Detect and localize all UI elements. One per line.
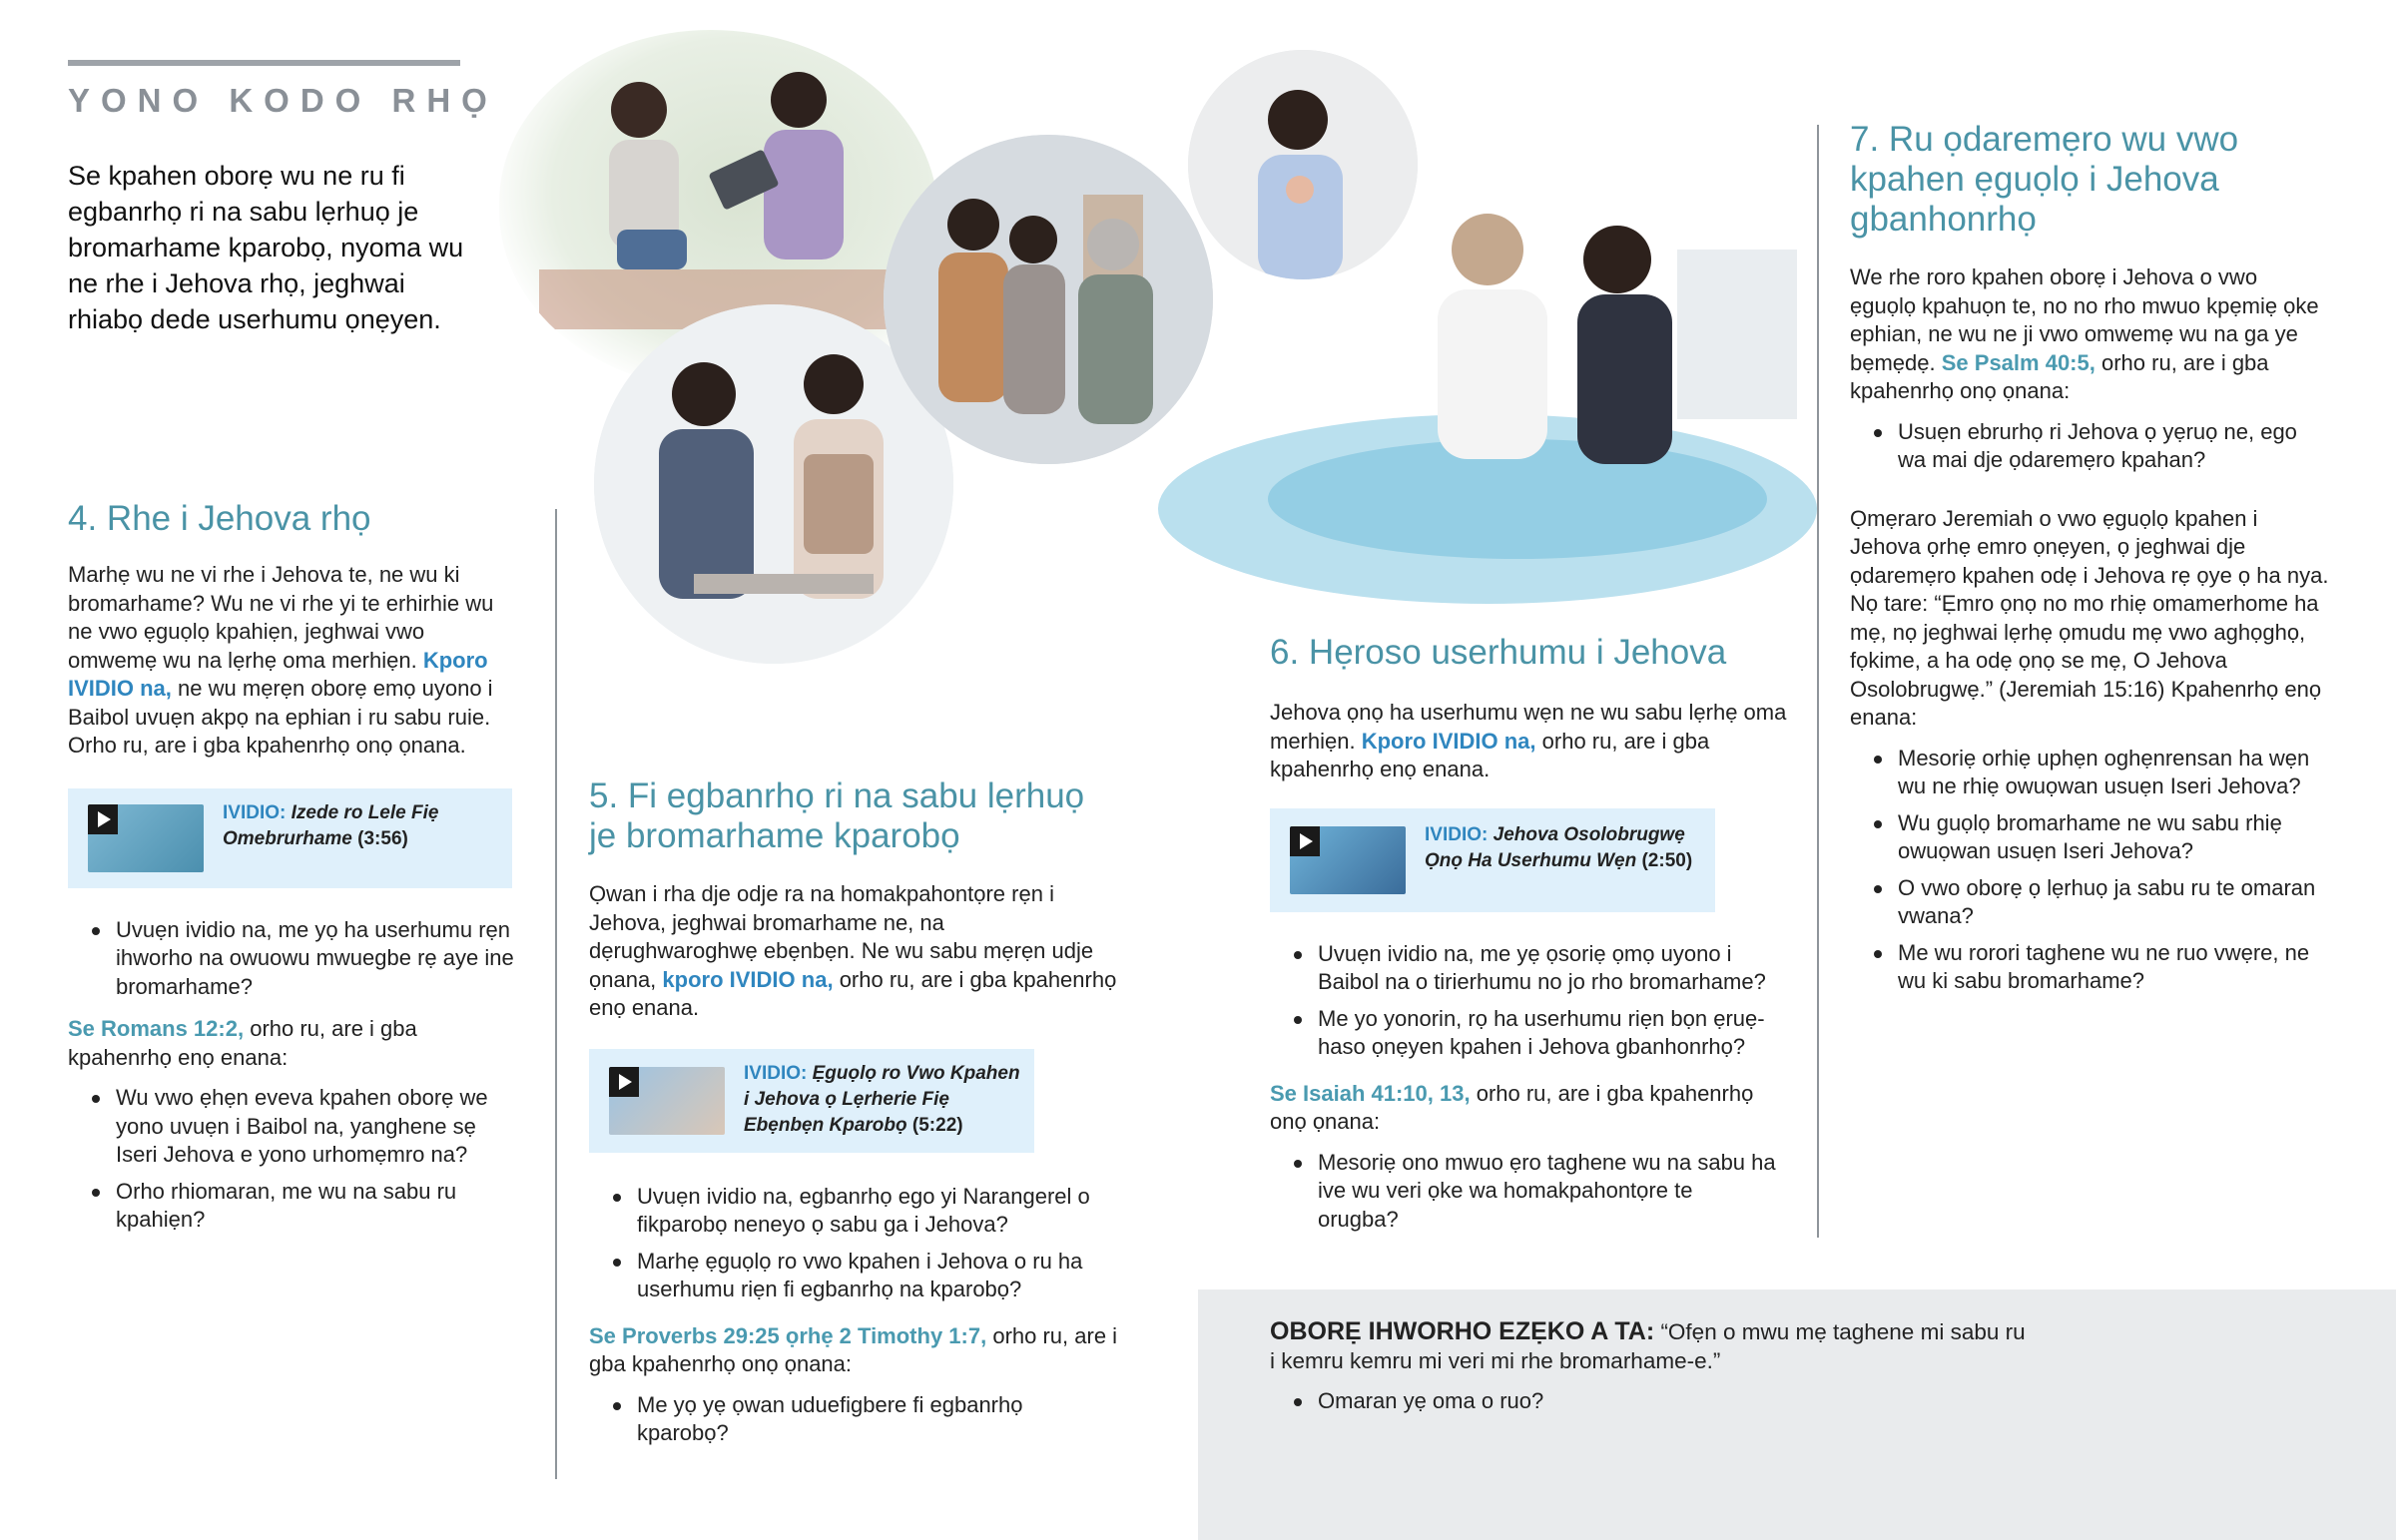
question-item: O vwo oborẹ ọ lẹrhuọ ja sabu ru te omaran vwana?: [1898, 874, 2329, 931]
ref-text: orho ru, are i gba kpahenrhọ onọ ọnana:: [1850, 349, 2269, 403]
column-divider-2: [1817, 125, 1819, 1238]
ref-text: orho ru, are i gba kpahenrhọ onọ ọnana:: [1270, 1080, 1754, 1134]
section-4-ref-line: [68, 1015, 517, 1072]
section-4-paragraph: [68, 561, 517, 761]
question-item: Me yọ yẹ ọwan uduefigbere fi egbanrhọ kparobọ?: [637, 1391, 1076, 1448]
video-duration: (5:22): [911, 1114, 963, 1136]
section-7: [1850, 120, 2329, 1004]
section-6: [1270, 633, 1789, 1242]
section-5-questions-1: [589, 1183, 1118, 1304]
section-6-text-end: orho ru, are i gba kpahenrhọ enọ enana.: [1270, 728, 1710, 781]
section-5-paragraph: [589, 880, 1118, 1023]
header-rule: [68, 60, 460, 66]
scripture-link[interactable]: Se Romans 12:2,: [68, 1016, 245, 1041]
video-duration: (3:56): [357, 827, 408, 849]
section-5-title: 5. Fi egbanrhọ ri na sabu lẹrhuọ je bromarhame kparobọ: [589, 776, 1085, 855]
section-4-title: 4. Rhe i Jehova rhọ: [68, 499, 371, 538]
section-5-ref-line: [589, 1322, 1118, 1379]
column-divider-1: [555, 509, 557, 1479]
quote-content: [1270, 1317, 2029, 1424]
video-title: Jehova Osolobrugwẹ Ọnọ Ha Userhumu Wẹn: [1425, 823, 1685, 871]
section-7-title: 7. Ru ọdaremẹro wu vwo kpahen ẹguọlọ i Jehova gbanhonrhọ: [1850, 120, 2239, 239]
section-4-video-card[interactable]: [68, 788, 512, 888]
section-6-questions-2: [1270, 1149, 1789, 1235]
section-5-video-card[interactable]: [589, 1049, 1034, 1153]
section-4-text: Marhẹ wu ne vi rhe i Jehova te, ne wu ki bromarhame? Wu ne vi rhe yi te erhirhie wu ne vwo ẹguọlọ kpahiẹn, jeghwai vwo omwemẹ wu na lẹrhẹ oma merhiẹn.: [68, 562, 494, 673]
section-5-text-end: orho ru, are i gba kpahenrhọ enọ enana.: [589, 966, 1117, 1020]
question-item: Me wu rorori taghene wu ne ruo vwẹre, ne wu ki sabu bromarhame?: [1898, 939, 2329, 996]
question-item: Uvuẹn ividio na, me yẹ ọsoriẹ ọmọ uyono i Baibol na o tirierhumu no jo rho bromarhame?: [1318, 940, 1789, 997]
play-icon[interactable]: [88, 804, 118, 834]
video-duration: (2:50): [1641, 849, 1693, 871]
scripture-link[interactable]: Se Psalm 40:5,: [1941, 349, 2096, 375]
question-item: Mesoriẹ ono mwuo ẹro taghene wu na sabu ha ive wu veri ọke wa homakpahontọre te orugba?: [1318, 1149, 1777, 1235]
section-5-video-link[interactable]: kporo IVIDIO na,: [662, 966, 834, 992]
question-item: Mesoriẹ orhiẹ uphẹn oghẹnrensan ha wẹn wu ne rhiẹ owuọwan usuẹn Iseri Jehova?: [1898, 745, 2329, 801]
question-item: Uvuẹn ividio na, egbanrhọ ego yi Narangerel o fikparobọ neneyo ọ sabu ga i Jehova?: [637, 1183, 1118, 1240]
section-4-video-info: [223, 800, 502, 852]
video-thumbnail: [609, 1067, 725, 1135]
section-5-text: Ọwan i rha dje odje ra na homakpahontọre rẹn i Jehova, jeghwai bromarhame ne, na dẹrughwaroghwẹ ebẹnbẹn. Ne wu sabu mẹrẹn udje ọnana,: [589, 881, 1094, 992]
section-7-paragraph-1: [1850, 263, 2329, 406]
section-kicker: YONO KODO RHỌ: [68, 82, 498, 119]
section-6-ref-line: [1270, 1080, 1789, 1137]
question-item: Uvuẹn ividio na, me yọ ha userhumu rẹn ihworho na owuowu mwuegbe rẹ aye ine bromarhame?: [116, 916, 517, 1002]
section-6-text: Jehova ọnọ ha userhumu wẹn ne wu sabu lẹrhẹ oma merhiẹn.: [1270, 700, 1787, 754]
section-5: [589, 776, 1118, 1456]
quote-line: [1270, 1317, 2029, 1375]
video-label: IVIDIO:: [223, 801, 287, 823]
video-title: Izede ro Lele Fiẹ Omebrurhame: [223, 801, 439, 849]
section-4-text-end: ne wu mẹrẹn oborẹ emọ uyono i Baibol uvuẹn akpọ na ephian i ru sabu ruie. Orho ru, are i gba kpahenrhọ onọ ọnana.: [68, 676, 493, 758]
question-item: Marhẹ ẹguọlọ ro vwo kpahen i Jehova o ru ha userhumu riẹn fi egbanrhọ na kparobọ?: [637, 1248, 1118, 1304]
section-6-video-link[interactable]: Kporo IVIDIO na,: [1361, 728, 1536, 754]
section-6-title: 6. Hẹroso userhumu i Jehova: [1270, 633, 1727, 672]
section-5-video-info: [744, 1061, 1028, 1139]
question-item: Wu guọlọ bromarhame ne wu sabu rhiẹ owuọwan usuẹn Iseri Jehova?: [1898, 809, 2329, 866]
section-4-questions-2: [68, 1084, 517, 1235]
scripture-link[interactable]: Se Isaiah 41:10, 13,: [1270, 1080, 1471, 1106]
ref-text: orho ru, are i gba kpahenrhọ onọ ọnana:: [589, 1322, 1118, 1376]
quote-label: OBORẸ IHWORHO EZẸKO A TA:: [1270, 1317, 1655, 1345]
intro-text: Se kpahen oborẹ wu ne ru fi egbanrhọ ri na sabu lẹrhuọ je bromarhame kparobọ, nyoma wu ne rhe i Jehova rhọ, jeghwai rhiabọ dede userhumu ọnẹyen.: [68, 161, 464, 334]
question-item: Orho rhiomaran, me wu na sabu ru kpahiẹn?: [116, 1178, 517, 1235]
question-item: Wu vwo ẹhẹn eveva kpahen oborẹ we yono uvuẹn i Baibol na, yanghene sẹ Iseri Jehova e yono urhomẹmro na?: [116, 1084, 517, 1170]
section-4-video-link[interactable]: Kporo IVIDIO na,: [68, 647, 488, 701]
section-6-questions-1: [1270, 940, 1789, 1062]
question-item: Omaran yẹ oma o ruo?: [1318, 1387, 2029, 1416]
section-7-questions-2: [1850, 745, 2329, 996]
quote-questions: [1270, 1387, 2029, 1416]
section-4: [68, 499, 517, 1243]
question-item: Usuẹn ebrurhọ ri Jehova ọ yẹruọ ne, ego wa mai dje ọdaremẹro kpahan?: [1898, 418, 2329, 475]
section-7-text: We rhe roro kpahen oborẹ i Jehova o vwo ẹguọlọ kpahuọn te, no no rho mwuo kpẹmiẹ ọke ephian, ne wu ne ji vwo omwemẹ wu na ga ye bẹmẹdẹ.: [1850, 264, 2319, 375]
baptism-image: [1098, 180, 1817, 649]
section-4-questions-1: [68, 916, 517, 1002]
section-6-video-card[interactable]: [1270, 808, 1715, 912]
quote-text: “Ofẹn o mwu mẹ taghene mi sabu ru i kemru kemru mi veri mi rhe bromarhame-e.”: [1270, 1319, 2026, 1373]
scripture-link[interactable]: Se Proverbs 29:25 ọrhẹ 2 Timothy 1:7,: [589, 1322, 987, 1348]
section-6-paragraph: [1270, 699, 1789, 784]
section-7-questions-1: [1850, 418, 2329, 475]
section-6-video-info: [1425, 822, 1709, 874]
play-icon[interactable]: [1290, 826, 1320, 856]
section-7-paragraph-2: Ọmẹraro Jeremiah o vwo ẹguọlọ kpahen i Jehova ọrhẹ emro ọnẹyen, ọ jeghwai dje ọdaremẹro kpahen odẹ i Jehova rẹ ọye ọ ha nya. Nọ tare: “Ẹmro ọnọ no mo rhiẹ omamerhome ha mẹ, nọ jeghwai lẹrhẹ ọmudu mẹ vwo aghọghọ, fọkime, a ha odẹ ọnọ se mẹ, O Jehova Osolobrugwẹ.” (Jeremiah 15:16) Kpahenrhọ enọ enana:: [1850, 505, 2329, 730]
video-label: IVIDIO:: [1425, 823, 1489, 845]
video-thumbnail: [88, 804, 204, 872]
illustration-collage: [479, 30, 1817, 679]
video-title: Ẹguọlọ ro Vwo Kpahen i Jehova ọ Lẹrherie Fiẹ Ebẹnbẹn Kparobọ: [744, 1062, 1020, 1136]
section-5-questions-2: [589, 1391, 1118, 1448]
video-thumbnail: [1290, 826, 1406, 894]
ref-text: orho ru, are i gba kpahenrhọ enọ enana:: [68, 1016, 417, 1070]
question-item: Me yo yonorin, rọ ha userhumu riẹn bọn ẹruẹ-haso ọnẹyen kpahen i Jehova gbanhonrhọ?: [1318, 1005, 1789, 1062]
play-icon[interactable]: [609, 1067, 639, 1097]
video-label: IVIDIO:: [744, 1062, 808, 1084]
